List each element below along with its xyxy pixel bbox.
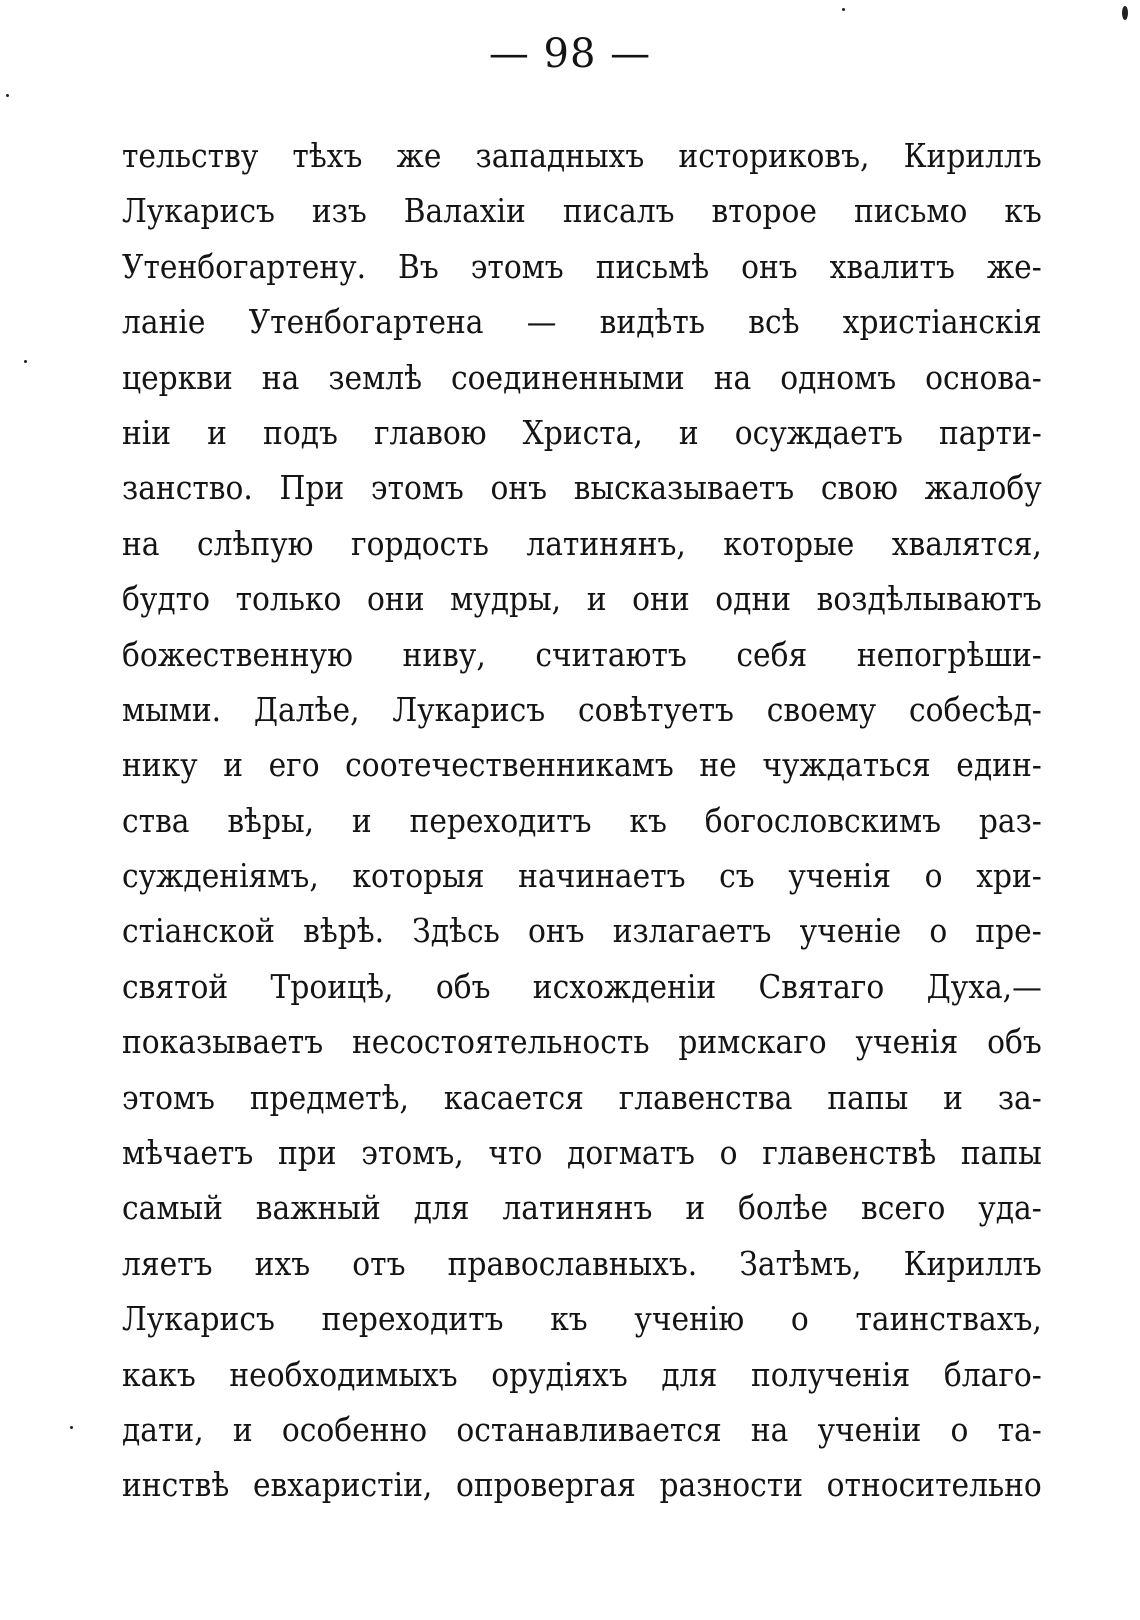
text-line: Лукарисъ переходитъ къ ученію о таинствахъ, — [122, 1299, 1042, 1339]
text-line: будто только они мудры, и они одни воздѣлываютъ — [122, 579, 1042, 619]
text-line: занство. При этомъ онъ высказываетъ свою жалобу — [122, 468, 1042, 508]
text-line: ніи и подъ главою Христа, и осуждаетъ парти- — [122, 412, 1042, 452]
text-line: божественную ниву, считаютъ себя непогрѣши- — [122, 634, 1042, 674]
text-line: святой Троицѣ, объ исхожденіи Святаго Духа,— — [122, 966, 1042, 1006]
text-line: Лукарисъ изъ Валахіи писалъ второе письмо къ — [122, 191, 1042, 231]
text-line: какъ необходимыхъ орудіяхъ для полученія благо- — [122, 1354, 1042, 1394]
text-line: стіанской вѣрѣ. Здѣсь онъ излагаетъ ученіе о пре- — [122, 911, 1042, 951]
text-line: тельству тѣхъ же западныхъ историковъ, Кириллъ — [122, 136, 1042, 175]
text-line: мѣчаетъ при этомъ, что догматъ о главенствѣ папы — [122, 1133, 1042, 1173]
text-line: самый важный для латинянъ и болѣе всего уда- — [122, 1188, 1042, 1228]
body-text — [122, 128, 1042, 1513]
text-line: нику и его соотечественникамъ не чуждаться един- — [122, 745, 1042, 785]
text-line: ства вѣры, и переходитъ къ богословскимъ раз- — [122, 800, 1042, 840]
text-line: церкви на землѣ соединенными на одномъ основа- — [122, 357, 1042, 397]
text-line: Утенбогартену. Въ этомъ письмѣ онъ хвалитъ же- — [122, 246, 1042, 286]
text-line: этомъ предметѣ, касается главенства папы и за- — [122, 1077, 1042, 1117]
scan-speck — [6, 94, 9, 97]
text-line: ланіе Утенбогартена — видѣть всѣ христіанскія — [122, 302, 1042, 342]
scan-speck — [842, 8, 845, 11]
page-number: — 98 — — [488, 31, 652, 77]
scan-speck — [24, 360, 27, 363]
scan-speck — [1122, 6, 1128, 20]
text-line: сужденіямъ, которыя начинаетъ съ ученія о хри- — [122, 856, 1042, 896]
text-line: дати, и особенно останавливается на ученіи о та- — [122, 1409, 1042, 1449]
text-line: инствѣ евхаристіи, опровергая разности относительно — [122, 1465, 1042, 1505]
text-line: ляетъ ихъ отъ православныхъ. Затѣмъ, Кириллъ — [122, 1243, 1042, 1283]
text-line: показываетъ несостоятельность римскаго ученія объ — [122, 1022, 1042, 1062]
scan-speck — [70, 1426, 73, 1429]
text-line: мыми. Далѣе, Лукарисъ совѣтуетъ своему собесѣд- — [122, 689, 1042, 729]
text-line: на слѣпую гордость латинянъ, которые хвалятся, — [122, 523, 1042, 563]
